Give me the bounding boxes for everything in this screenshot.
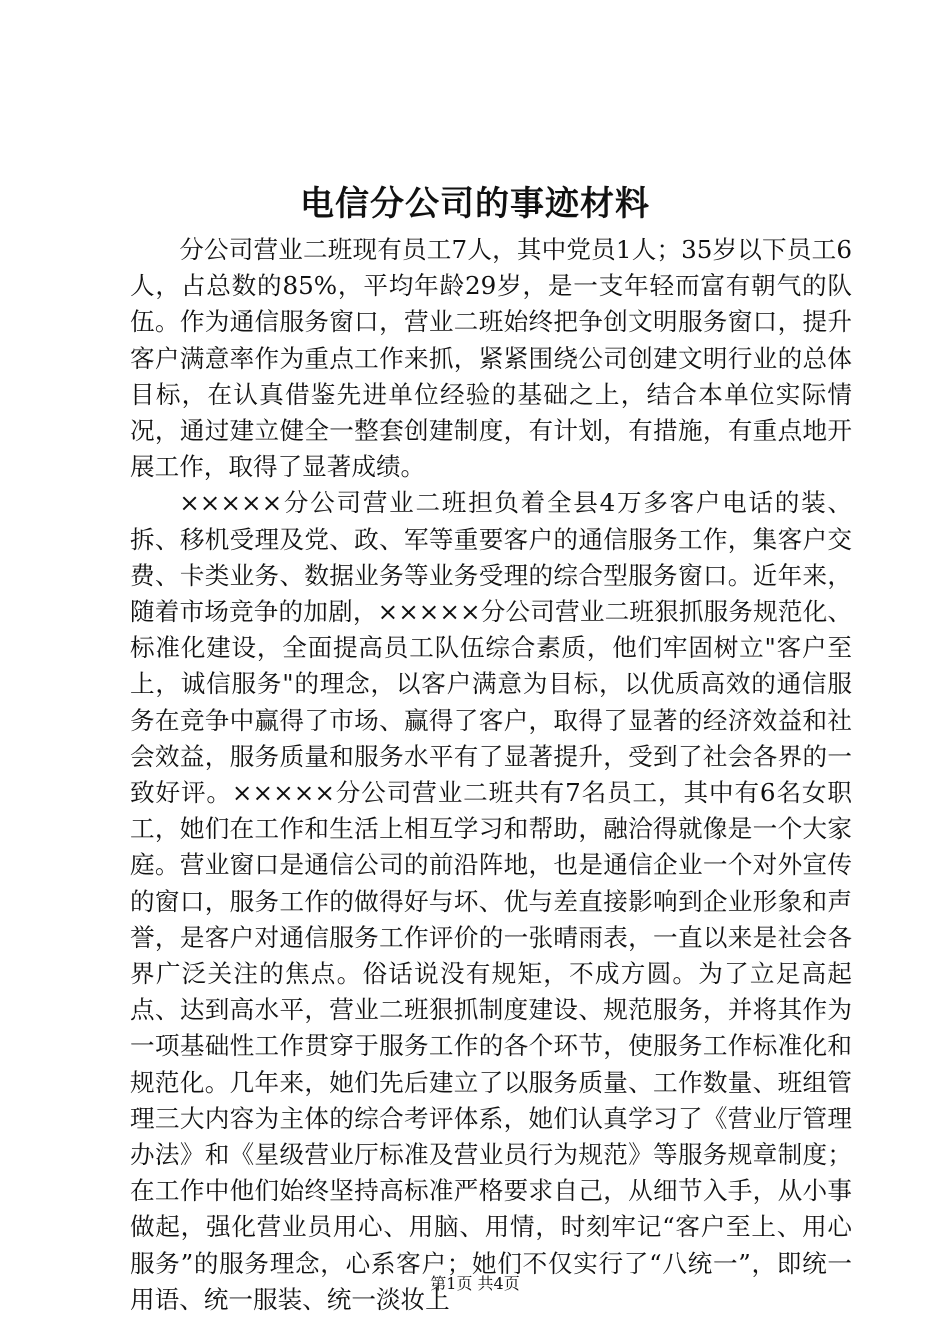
paragraph-2: ×××××分公司营业二班担负着全县4万多客户电话的装、拆、移机受理及党、政、军等重要客户的通信服务工作，集客户交费、卡类业务、数据业务等业务受理的综合型服务窗口。近年来，随着市场竞争的加剧，×××××分公司营业二班狠抓服务规范化、标准化建设，全面提高员工队伍综合素质，他们牢固树立"客户至上，诚信服务"的理念，以客户满意为目标，以优质高效的通信服务在竞争中赢得了市场、赢得了客户，取得了显著的经济效益和社会效益，服务质量和服务水平有了显著提升，受到了社会各界的一致好评。×××××分公司营业二班共有7名员工，其中有6名女职工，她们在工作和生活上相互学习和帮助，融洽得就像是一个大家庭。营业窗口是通信公司的前沿阵地，也是通信企业一个对外宣传的窗口，服务工作的做得好与坏、优与差直接影响到企业形象和声誉，是客户对通信服务工作评价的一张晴雨表，一直以来是社会各界广泛关注的焦点。俗话说没有规矩，不成方圆。为了立足高起点、达到高水平，营业二班狠抓制度建设、规范服务，并将其作为一项基础性工作贯穿于服务工作的各个环节，使服务工作标准化和规范化。几年来，她们先后建立了以服务质量、工作数量、班组管理三大内容为主体的综合考评体系，她们认真学习了《营业厅管理办法》和《星级营业厅标准及营业员行为规范》等服务规章制度；在工作中他们始终坚持高标准严格要求自己，从细节入手，从小事做起，强化营业员用心、用脑、用情，时刻牢记“客户至上、用心服务”的服务理念，心系客户；她们不仅实行了“八统一”，即统一用语、统一服装、统一淡妆上 [130, 488, 852, 1314]
page-footer: 第1页 共4页 [430, 1274, 520, 1293]
document-body [130, 232, 852, 1318]
paragraph-1: 分公司营业二班现有员工7人，其中党员1人；35岁以下员工6人，占总数的85%，平均年龄29岁，是一支年轻而富有朝气的队伍。作为通信服务窗口，营业二班始终把争创文明服务窗口，提升客户满意率作为重点工作来抓，紧紧围绕公司创建文明行业的总体目标，在认真借鉴先进单位经验的基础之上，结合本单位实际情况，通过建立健全一整套创建制度，有计划，有措施，有重点地开展工作，取得了显著成绩。 [130, 235, 852, 482]
document-title: 电信分公司的事迹材料 [300, 184, 650, 224]
